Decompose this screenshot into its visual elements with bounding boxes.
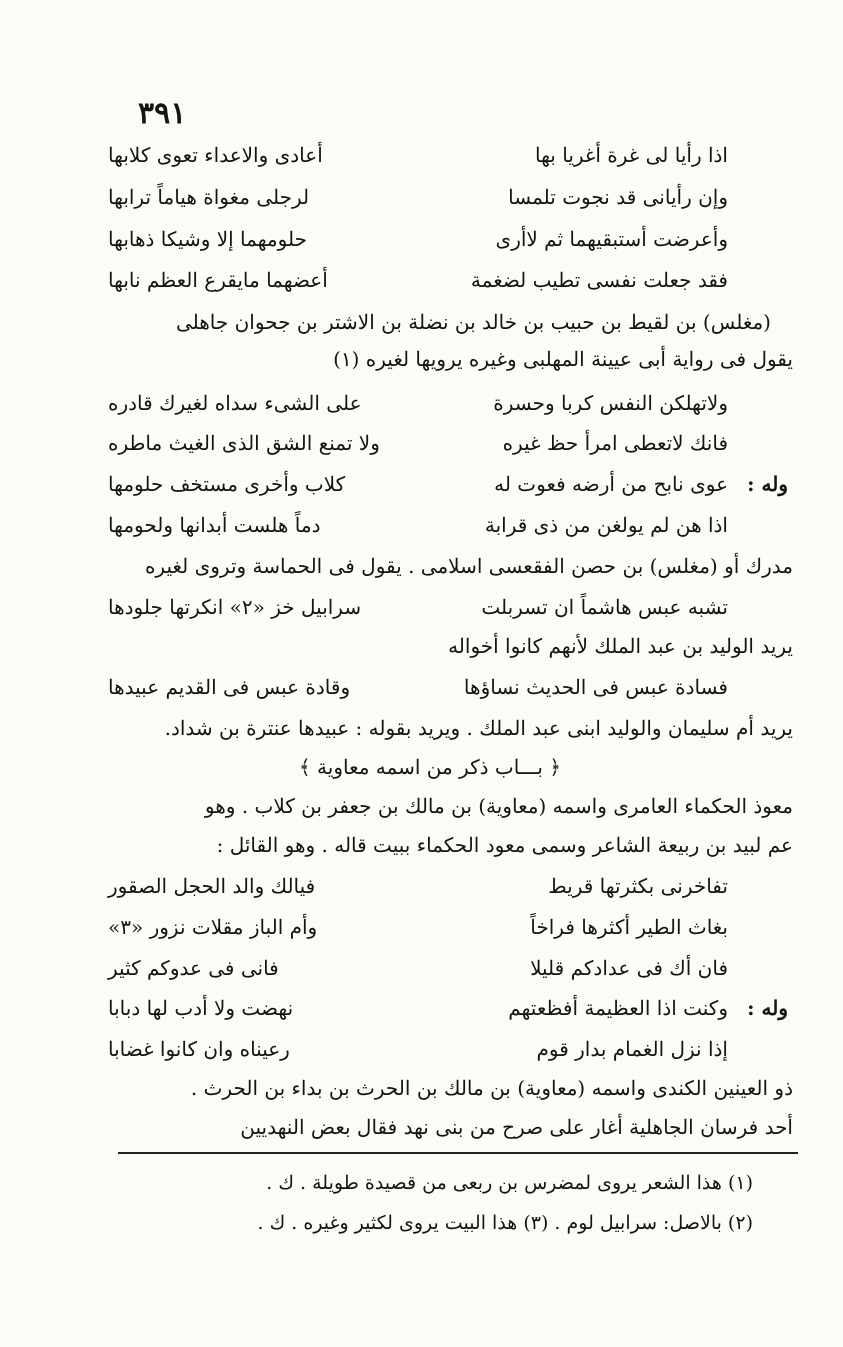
prose-line: معوذ الحكماء العامرى واسمه (معاوية) بن مالك بن جعفر بن كلاب . وهو [204, 794, 793, 818]
verse-first-hemistich: وأعرضت أستبقيهما ثم لاأرى [495, 227, 728, 251]
prose-line: عم لبيد بن ربيعة الشاعر وسمى معود الحكماء ببيت قاله . وهو القائل : [216, 833, 793, 857]
verse-line [108, 871, 728, 901]
prose-line: يريد الوليد بن عبد الملك لأنهم كانوا أخواله [448, 634, 793, 658]
verse-first-hemistich: عوى نابح من أرضه فعوت له [494, 472, 728, 496]
verse-first-hemistich: تفاخرنى بكثرتها قريط [548, 874, 728, 898]
prose-line: يريد أم سليمان والوليد ابنى عبد الملك . ويريد بقوله : عبيدها عنترة بن شداد. [164, 716, 793, 740]
verse-second-hemistich: دماً هلست أبدانها ولحومها [108, 513, 321, 537]
verse-first-hemistich: فانك لاتعطى امرأ حظ غيره [502, 431, 728, 455]
verse-second-hemistich: أعضهما مايقرع العظم نابها [108, 268, 328, 292]
verse-second-hemistich: وأم الباز مقلات نزور «٣» [108, 915, 318, 939]
verse-first-hemistich: فسادة عبس فى الحديث نساؤها [463, 675, 728, 699]
verse-first-hemistich: تشبه عبس هاشماً ان تسربلت [481, 595, 728, 619]
verse-line [108, 140, 728, 170]
verse-line [108, 912, 728, 942]
verse-line [108, 672, 728, 702]
prose-line: ذو العينين الكندى واسمه (معاوية) بن مالك بن الحرث بن بداء بن الحرث . [190, 1076, 793, 1100]
verse-line [108, 469, 728, 499]
verse-second-hemistich: أعادى والاعداء تعوى كلابها [108, 143, 323, 167]
verse-second-hemistich: كلاب وأخرى مستخف حلومها [108, 472, 346, 496]
verse-line [108, 953, 728, 983]
verse-line [108, 428, 728, 458]
verse-line [108, 510, 728, 540]
verse-second-hemistich: حلومهما إلا وشيكا ذهابها [108, 227, 307, 251]
verse-first-hemistich: اذا هن لم يولغن من ذى قرابة [484, 513, 728, 537]
verse-first-hemistich: وإن رأيانى قد نجوت تلمسا [508, 185, 728, 209]
verse-label: وله : [747, 472, 788, 496]
verse-line [108, 224, 728, 254]
footnote-divider [118, 1152, 798, 1154]
verse-second-hemistich: على الشىء سداه لغيرك قادره [108, 391, 362, 415]
page-number: ٣٩١ [138, 96, 187, 131]
verse-second-hemistich: سرابيل خز «٢» انكرتها جلودها [108, 595, 362, 619]
verse-first-hemistich: وكنت اذا العظيمة أفظعتهم [508, 996, 728, 1020]
verse-line [108, 592, 728, 622]
verse-first-hemistich: بغاث الطير أكثرها فراخاً [530, 915, 728, 939]
verse-line [108, 1034, 728, 1064]
verse-first-hemistich: إذا نزل الغمام بدار قوم [536, 1037, 728, 1061]
footnote: (١) هذا الشعر يروى لمضرس بن ربعى من قصيدة طويلة . ك . [266, 1172, 753, 1194]
verse-second-hemistich: فيالك والد الحجل الصقور [108, 874, 316, 898]
verse-second-hemistich: وقادة عبس فى القديم عبيدها [108, 675, 351, 699]
verse-line [108, 182, 728, 212]
verse-second-hemistich: نهضت ولا أدب لها دبابا [108, 996, 294, 1020]
verse-first-hemistich: ولاتهلكن النفس كربا وحسرة [493, 391, 728, 415]
footnote: (٢) بالاصل: سرابيل لوم . (٣) هذا البيت يروى لكثير وغيره . ك . [257, 1212, 753, 1234]
verse-second-hemistich: لرجلى مغواة هياماً ترابها [108, 185, 310, 209]
verse-line [108, 993, 728, 1023]
verse-line [108, 265, 728, 295]
chapter-heading: ﴿ بـــاب ذكر من اسمه معاوية ﴾ [298, 755, 562, 779]
verse-second-hemistich: رعيناه وان كانوا غضابا [108, 1037, 290, 1061]
verse-line [108, 388, 728, 418]
prose-line: مدرك أو (مغلس) بن حصن الفقعسى اسلامى . يقول فى الحماسة وتروى لغيره [144, 554, 793, 578]
verse-second-hemistich: فانى فى عدوكم كثير [108, 956, 279, 980]
verse-second-hemistich: ولا تمنع الشق الذى الغيث ماطره [108, 431, 380, 455]
prose-line: يقول فى رواية أبى عيينة المهلبى وغيره يرويها لغيره (١) [333, 347, 793, 371]
verse-label: وله : [747, 996, 788, 1020]
verse-first-hemistich: فان أك فى عدادكم قليلا [530, 956, 728, 980]
verse-first-hemistich: فقد جعلت نفسى تطيب لضغمة [470, 268, 728, 292]
verse-first-hemistich: اذا رأيا لى غرة أغريا بها [534, 143, 728, 167]
prose-line: أحد فرسان الجاهلية أغار على صرح من بنى نهد فقال بعض النهديين [240, 1115, 793, 1139]
prose-line: (مغلس) بن لقيط بن حبيب بن خالد بن نضلة بن الاشتر بن جحوان جاهلى [175, 310, 771, 334]
